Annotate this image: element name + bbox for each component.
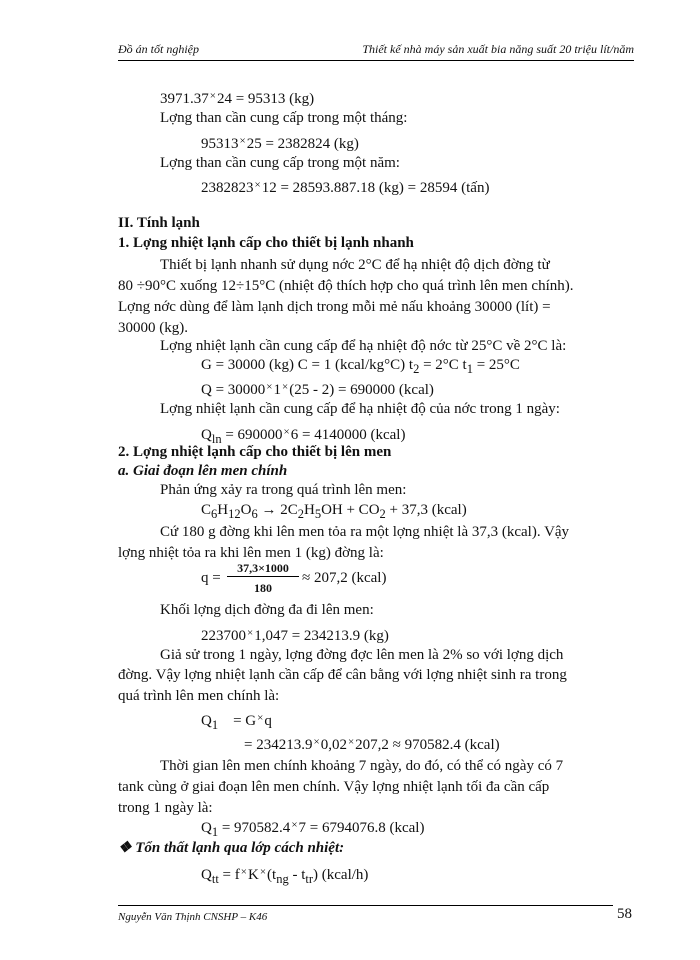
footer-author: Nguyễn Văn Thịnh CNSHP – K46 bbox=[118, 911, 268, 923]
fraction-denominator: 180 bbox=[254, 581, 272, 595]
page-header bbox=[118, 42, 634, 61]
paragraph-line: đờng. Vậy lợng nhiệt lạnh cần cấp để cân bằng với lợng nhiệt sinh ra trong bbox=[118, 667, 567, 683]
calc-line: $Q_1 = 970582.4^\times 7 = 6794076.8$ (kcal) bbox=[201, 819, 425, 839]
header-left: Đồ án tốt nghiệp bbox=[118, 42, 199, 56]
paragraph-line: 30000 (kg). bbox=[118, 320, 188, 336]
page-number: 58 bbox=[617, 906, 632, 922]
parameters-line: G = 30000 (kg) C = 1 (kcal/kg°C) $t_2 = 2^\circ C$ $t_1 = 25^\circ C$ bbox=[201, 357, 520, 376]
section-heading: II. Tính lạnh bbox=[118, 215, 200, 231]
paragraph-line: Lợng nớc dùng để làm lạnh dịch trong mỗi mẻ nấu khoảng 30000 (lít) = bbox=[118, 299, 551, 315]
calc-line: Q = 30000×1×(25 - 2) = 690000 (kcal) bbox=[201, 381, 434, 398]
arrow-icon: → bbox=[261, 502, 277, 518]
paragraph-line: Lợng nhiệt lạnh cần cung cấp để hạ nhiệt độ nớc từ 25°C về 2°C là: bbox=[160, 338, 567, 354]
paragraph-line: Thời gian lên men chính khoảng 7 ngày, do đó, có thể có ngày có 7 bbox=[160, 758, 564, 774]
paragraph-line: trong 1 ngày là: bbox=[118, 800, 213, 816]
calc-line: $Q_1$ = G×q bbox=[201, 712, 272, 732]
subsection-heading: 1. Lợng nhiệt lạnh cấp cho thiết bị lạnh nhanh bbox=[118, 235, 414, 251]
header-right: Thiết kế nhà máy sản xuất bia năng suất 20 triệu lít/năm bbox=[362, 42, 634, 56]
fraction-numerator: 37,3×1000 bbox=[227, 561, 299, 577]
diamond-bullet-icon: ❖ bbox=[118, 840, 132, 856]
paragraph-line: Cứ 180 g đờng khi lên men tỏa ra một lợng nhiệt là 37,3 (kcal). Vậy bbox=[160, 524, 570, 540]
paragraph-line: Giả sử trong 1 ngày, lợng đờng đợc lên men là 2% so với lợng dịch bbox=[160, 647, 564, 663]
paragraph-line: Lợng nhiệt lạnh cần cung cấp để hạ nhiệt độ của nớc trong 1 ngày: bbox=[160, 401, 560, 417]
paragraph-line: Khối lợng dịch đờng đa đi lên men: bbox=[160, 602, 374, 618]
text-line: Lợng than cần cung cấp trong một tháng: bbox=[160, 110, 408, 126]
reaction-equation: $C_6H_{12}O_6 \to 2C_2H_5OH + CO_2 + 37,3$ (kcal) bbox=[201, 502, 467, 521]
paragraph-line: Thiết bị lạnh nhanh sử dụng nớc 2°C để hạ nhiệt độ dịch đờng từ bbox=[160, 257, 550, 273]
calc-line: 3971.37×24 = 95313 (kg) bbox=[160, 90, 315, 107]
page-footer bbox=[118, 905, 613, 923]
calc-line: 223700×1,047 = 234213.9 (kg) bbox=[201, 627, 389, 644]
subsection-heading: 2. Lợng nhiệt lạnh cấp cho thiết bị lên men bbox=[118, 444, 392, 460]
text-line: Lợng than cần cung cấp trong một năm: bbox=[160, 155, 400, 171]
calc-line: 95313×25 = 2382824 (kg) bbox=[201, 135, 359, 152]
calc-line: $Q_{ln} = 690000^\times 6 = 4140000$ (kcal) bbox=[201, 426, 406, 446]
paragraph-line: quá trình lên men chính là: bbox=[118, 688, 280, 704]
paragraph-line: lợng nhiệt tỏa ra khi lên men 1 (kg) đờng là: bbox=[118, 545, 384, 561]
equation-rhs: ≈ 207,2 (kcal) bbox=[302, 570, 387, 586]
subsection-heading: a. Giai đoạn lên men chính bbox=[118, 463, 288, 479]
paragraph-line: Phản ứng xảy ra trong quá trình lên men: bbox=[160, 482, 407, 498]
calc-line: 2382823×12 = 28593.887.18 (kg) = 28594 (tấn) bbox=[201, 179, 490, 196]
paragraph-line: tank cùng ở giai đoạn lên men chính. Vậy lợng nhiệt lạnh tối đa cần cấp bbox=[118, 779, 550, 795]
equation-lhs: q = bbox=[201, 570, 221, 586]
paragraph-line: 80 ÷90°C xuống 12÷15°C (nhiệt độ thích hợp cho quá trình lên men chính). bbox=[118, 278, 574, 294]
calc-line: $Q_{tt} = f^\times K^\times(t_{ng} - t_{tr})$ (kcal/h) bbox=[201, 866, 369, 886]
bullet-heading: ❖ Tổn thất lạnh qua lớp cách nhiệt: bbox=[118, 840, 345, 856]
fraction bbox=[227, 561, 299, 597]
calc-line: = 234213.9×0,02×207,2 ≈ 970582.4 (kcal) bbox=[244, 736, 500, 753]
